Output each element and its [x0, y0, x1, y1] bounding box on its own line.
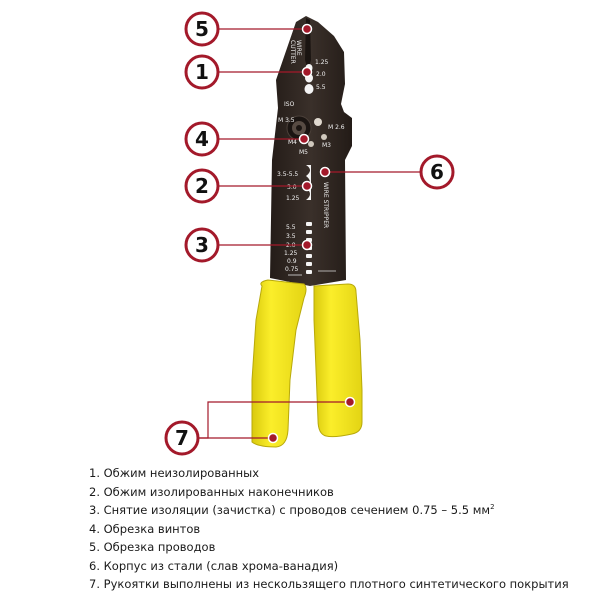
callout-3-number: 3 [195, 233, 209, 257]
label-crimp-1-25: 1.25 [286, 195, 300, 202]
label-m5: M5 [299, 149, 308, 156]
label-wire: WIRE [295, 40, 302, 56]
legend-item-7-text: 7. Рукоятки выполнены из нескользящего плотного синтетического покрытия [89, 577, 569, 591]
legend-item-1-text: 1. Обжим неизолированных [89, 466, 260, 480]
callout-1-number: 1 [195, 60, 209, 84]
callout-4-number: 4 [195, 127, 209, 151]
strip-label-0-9: 0.9 [287, 258, 297, 265]
strip-label-3-5: 3.5 [286, 233, 296, 240]
label-m3: M3 [322, 142, 331, 149]
strip-label-5-5: 5.5 [286, 224, 296, 231]
callout-7 [166, 422, 198, 454]
legend-list [89, 464, 569, 594]
callout-6 [421, 156, 453, 188]
legend-item-1 [89, 464, 569, 483]
legend-item-2 [89, 483, 569, 502]
legend-item-6 [89, 557, 569, 576]
legend-item-4 [89, 520, 569, 539]
legend-item-5 [89, 538, 569, 557]
left-handle [252, 280, 306, 447]
strip-label-0-75: 0.75 [285, 266, 299, 273]
label-crimp-3-0: 3.0 [287, 184, 297, 191]
callout-1 [186, 56, 218, 88]
label-range: 3.5-5.5 [277, 171, 299, 178]
label-cutter: CUTTER [289, 40, 296, 64]
legend-item-3 [89, 501, 569, 520]
legend-item-3-text: 3. Снятие изоляции (зачистка) с проводов сечением 0.75 – 5.5 мм [89, 503, 491, 517]
right-handle [314, 284, 362, 437]
legend-item-3-superscript: 2 [490, 503, 495, 512]
label-m2-6: M 2.6 [328, 124, 345, 131]
callout-2 [186, 170, 218, 202]
strip-label-2-0: 2.0 [286, 242, 296, 249]
callout-7-number: 7 [175, 426, 189, 450]
label-iso: ISO [284, 101, 295, 108]
crimping-pliers [252, 16, 362, 447]
legend-item-7 [89, 575, 569, 594]
gauge-label-2-0: 2.0 [316, 71, 326, 78]
gauge-label-5-5: 5.5 [316, 84, 326, 91]
label-wire-stripper: WIRE STRIPPER [322, 182, 329, 229]
callout-6-number: 6 [430, 160, 444, 184]
label-m4: M4 [288, 139, 297, 146]
legend-item-4-text: 4. Обрезка винтов [89, 521, 201, 536]
callout-4 [186, 123, 218, 155]
gauge-label-1-25: 1.25 [315, 59, 329, 66]
legend-item-5-text: 5. Обрезка проводов [89, 540, 216, 554]
callout-2-number: 2 [195, 174, 209, 198]
callout-3 [186, 229, 218, 261]
legend-item-2-text: 2. Обжим изолированных наконечников [89, 484, 334, 499]
callout-5 [186, 13, 218, 45]
callout-5-number: 5 [195, 17, 209, 41]
label-m3-5: M 3.5 [278, 117, 295, 124]
strip-label-1-25: 1.25 [284, 250, 298, 257]
legend-item-6-text: 6. Корпус из стали (слав хрома-ванадия) [89, 558, 339, 573]
